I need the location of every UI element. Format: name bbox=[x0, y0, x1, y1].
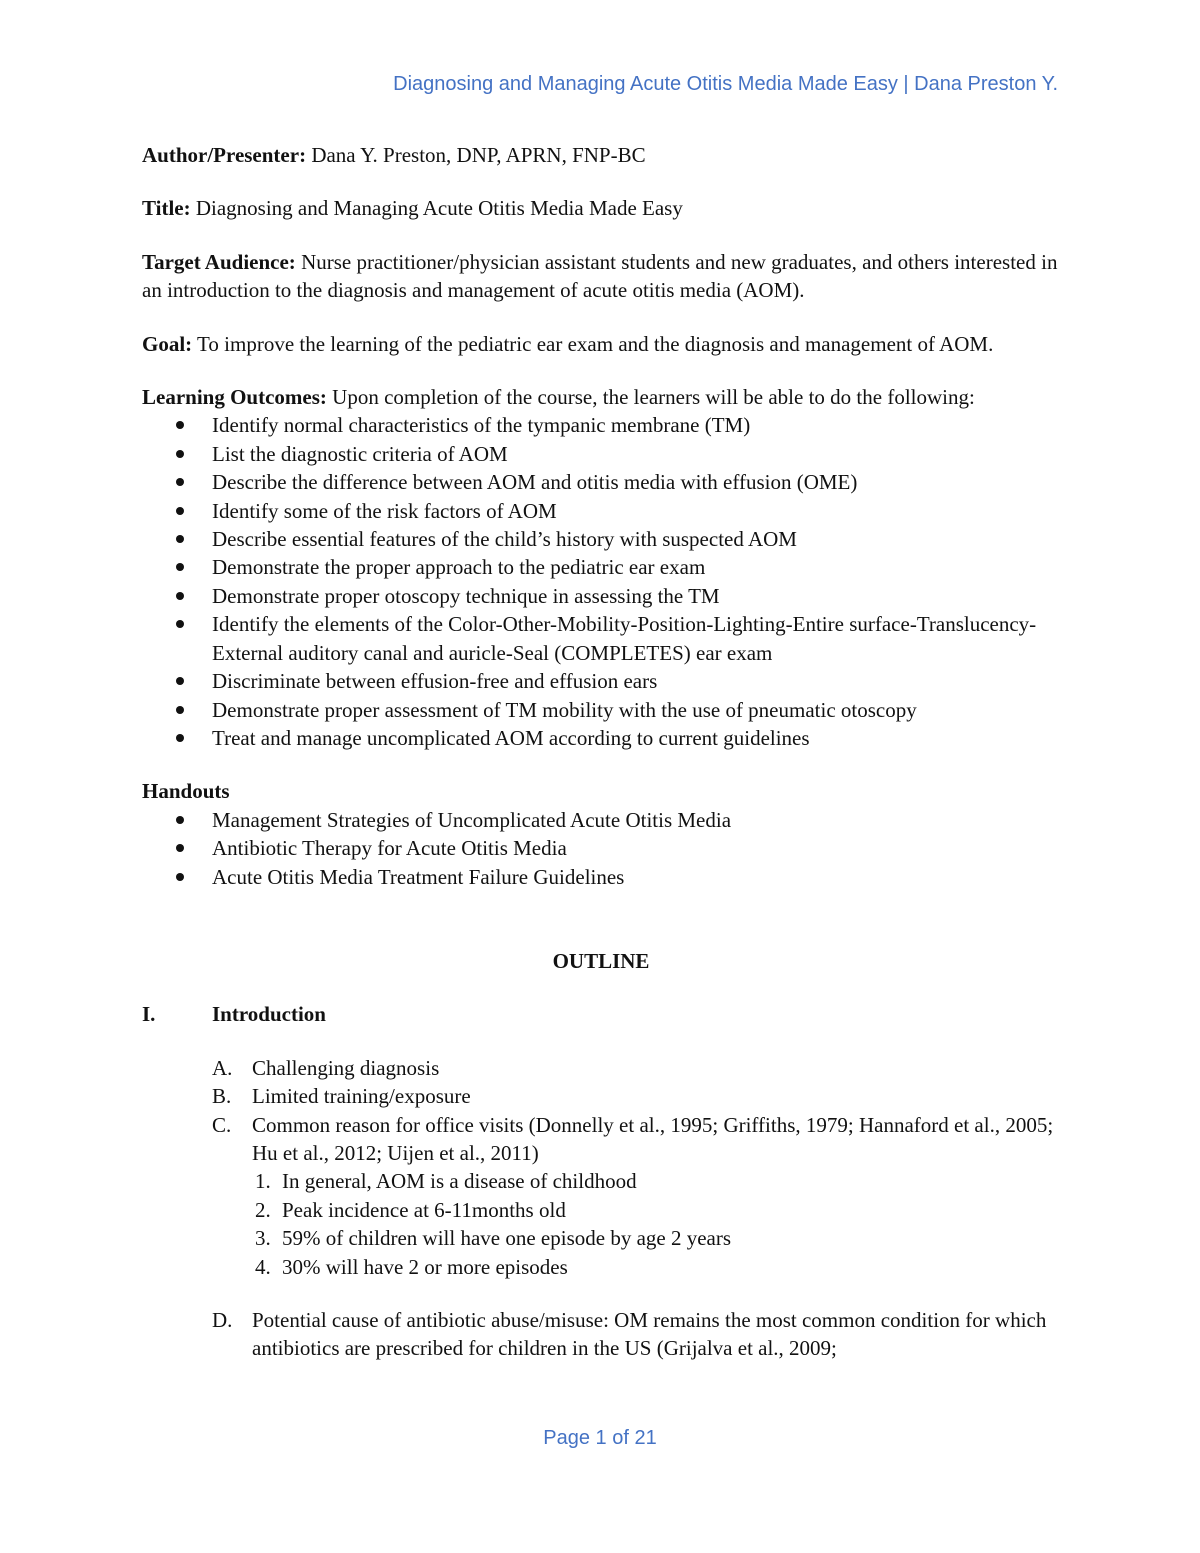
goal-line bbox=[142, 330, 1060, 358]
handout-item: Antibiotic Therapy for Acute Otitis Media bbox=[142, 834, 1060, 862]
handouts-heading-text: Handouts bbox=[142, 779, 230, 804]
outcome-item: Identify normal characteristics of the tympanic membrane (TM) bbox=[142, 411, 1060, 439]
outcomes-value: Upon completion of the course, the learners will be able to do the following: bbox=[326, 385, 975, 410]
handouts-list bbox=[142, 806, 1060, 891]
outcome-item: Demonstrate proper otoscopy technique in assessing the TM bbox=[142, 582, 1060, 610]
subitem-text: In general, AOM is a disease of childhood bbox=[282, 1169, 637, 1194]
handout-item: Acute Otitis Media Treatment Failure Guidelines bbox=[142, 863, 1060, 891]
outcomes-intro bbox=[142, 383, 1060, 411]
outline-item-b bbox=[142, 1082, 1060, 1110]
outcome-item: Treat and manage uncomplicated AOM according to current guidelines bbox=[142, 724, 1060, 752]
item-marker: D. bbox=[212, 1307, 233, 1332]
document-body bbox=[142, 141, 1060, 1363]
subitem-marker: 1. bbox=[255, 1169, 271, 1194]
outcome-item: Describe the difference between AOM and otitis media with effusion (OME) bbox=[142, 468, 1060, 496]
item-marker: C. bbox=[212, 1112, 232, 1137]
item-marker: A. bbox=[212, 1055, 233, 1080]
subitem-text: 30% will have 2 or more episodes bbox=[282, 1254, 568, 1279]
outline-subitem-3 bbox=[142, 1224, 1060, 1252]
handouts-heading bbox=[142, 777, 1060, 805]
author-line bbox=[142, 141, 1060, 169]
subitem-text: 59% of children will have one episode by age 2 years bbox=[282, 1226, 732, 1251]
outline-item-a bbox=[142, 1054, 1060, 1082]
outline-item-d bbox=[142, 1306, 1060, 1363]
outline-section-1 bbox=[142, 1000, 1060, 1028]
author-label: Author/Presenter: bbox=[142, 143, 307, 167]
outline-subitem-2 bbox=[142, 1196, 1060, 1224]
outcome-item: Demonstrate the proper approach to the pediatric ear exam bbox=[142, 553, 1060, 581]
subitem-marker: 3. bbox=[255, 1226, 271, 1251]
item-text: Common reason for office visits (Donnelly et al., 1995; Griffiths, 1979; Hannaford et al., 2005; Hu et al., 2012; Uijen et al., 2011) bbox=[252, 1112, 1054, 1165]
subitem-marker: 2. bbox=[255, 1197, 271, 1222]
outcome-item: Identify the elements of the Color-Other-Mobility-Position-Lighting-Entire surface-Translucency-External auditory canal and auricle-Seal (COMPLETES) ear exam bbox=[142, 610, 1060, 667]
handout-item: Management Strategies of Uncomplicated Acute Otitis Media bbox=[142, 806, 1060, 834]
title-value: Diagnosing and Managing Acute Otitis Media Made Easy bbox=[190, 196, 683, 221]
section-title: Introduction bbox=[212, 1002, 326, 1027]
outcomes-label: Learning Outcomes: bbox=[142, 385, 327, 410]
audience-line bbox=[142, 248, 1060, 305]
learning-outcomes-list bbox=[142, 411, 1060, 752]
outline-subitem-1 bbox=[142, 1167, 1060, 1195]
item-text: Limited training/exposure bbox=[252, 1084, 471, 1109]
page-number: Page 1 of 21 bbox=[543, 1427, 657, 1449]
title-label: Title: bbox=[142, 196, 191, 221]
audience-value: Nurse practitioner/physician assistant students and new graduates, and others interested in an introduction to the diagnosis and management of acute otitis media (AOM). bbox=[142, 249, 1058, 303]
running-header: Diagnosing and Managing Acute Otitis Media Made Easy | Dana Preston Y. bbox=[393, 73, 1058, 95]
outline-heading: OUTLINE bbox=[552, 948, 650, 973]
author-value: Dana Y. Preston, DNP, APRN, FNP-BC bbox=[306, 143, 646, 167]
title-line bbox=[142, 194, 1060, 222]
subitem-text: Peak incidence at 6-11months old bbox=[282, 1197, 566, 1222]
outcome-item: Discriminate between effusion-free and effusion ears bbox=[142, 667, 1060, 695]
outcome-item: Describe essential features of the child’s history with suspected AOM bbox=[142, 525, 1060, 553]
outcome-item: List the diagnostic criteria of AOM bbox=[142, 440, 1060, 468]
subitem-marker: 4. bbox=[255, 1254, 271, 1279]
item-text: Potential cause of antibiotic abuse/misuse: OM remains the most common condition for which antibiotics are prescribed for children in the US (Grijalva et al., 2009; bbox=[252, 1307, 1047, 1361]
outline-subitem-4 bbox=[142, 1253, 1060, 1281]
outcome-item: Identify some of the risk factors of AOM bbox=[142, 497, 1060, 525]
goal-value: To improve the learning of the pediatric ear exam and the diagnosis and management of AOM. bbox=[192, 331, 994, 356]
section-number: I. bbox=[142, 1002, 156, 1027]
audience-label: Target Audience: bbox=[142, 249, 296, 274]
item-marker: B. bbox=[212, 1084, 232, 1109]
outline-item-c bbox=[142, 1111, 1060, 1168]
item-text: Challenging diagnosis bbox=[252, 1055, 440, 1080]
outcome-item: Demonstrate proper assessment of TM mobility with the use of pneumatic otoscopy bbox=[142, 696, 1060, 724]
goal-label: Goal: bbox=[142, 331, 193, 356]
